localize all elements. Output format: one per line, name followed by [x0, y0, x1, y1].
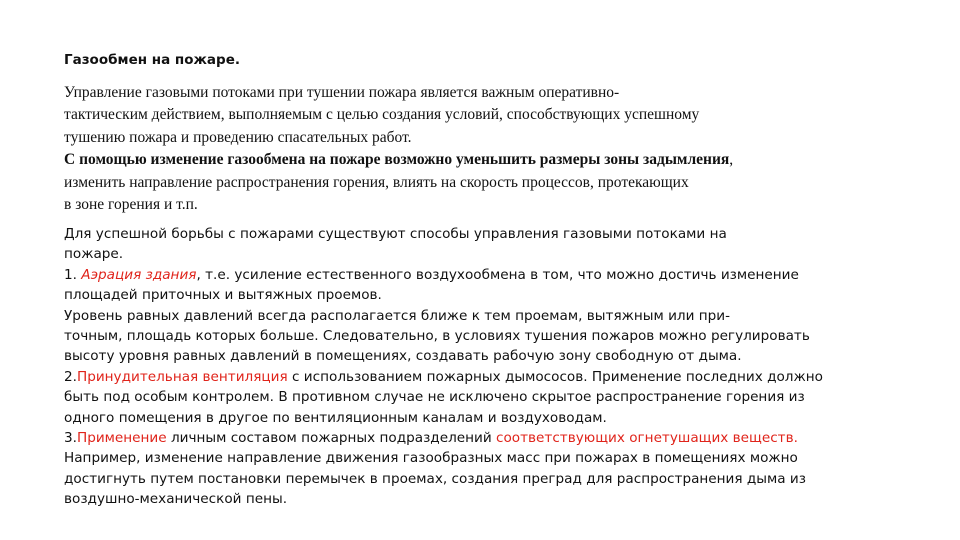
intro-line-3: тушению пожара и проведению спасательных работ. — [64, 128, 412, 146]
method-1-line-1 — [64, 265, 823, 285]
method-3-term-2: соответствующих огнетушащих веществ. — [496, 430, 798, 447]
methods-section — [64, 224, 823, 510]
method-2-number: 2. — [64, 368, 77, 385]
intro-line-6: в зоне горения и т.п. — [64, 196, 198, 214]
method-3-line-1 — [64, 428, 823, 448]
example-line-2: достигнуть путем постановки перемычек в проемах, создания преград для распространения дыма из — [64, 470, 806, 487]
method-2-text: с использованием пожарных дымососов. Применение последних должно — [287, 368, 823, 385]
method-1-text: , т.е. усиление естественного воздухообмена в том, что можно достичь изменение — [196, 266, 799, 283]
methods-intro-line-2: пожаре. — [64, 246, 124, 263]
slide-title: Газообмен на пожаре. — [64, 52, 240, 68]
example-line-1: Например, изменение направление движения газообразных масс при пожарах в помещениях можно — [64, 450, 798, 467]
intro-line-1: Управление газовыми потоками при тушении пожара является важным оперативно- — [64, 84, 620, 101]
method-1-line-2: площадей приточных и вытяжных проемов. — [64, 287, 382, 304]
pressure-line-2: точным, площадь которых больше. Следовательно, в условиях тушения пожаров можно регулировать — [64, 328, 810, 345]
bold-statement-line — [64, 149, 733, 171]
method-1-term: Аэрация здания — [81, 266, 197, 283]
bold-statement: С помощью изменение газообмена на пожаре возможно уменьшить размеры зоны задымления — [64, 151, 730, 169]
intro-paragraph — [64, 82, 733, 216]
method-1-number: 1. — [64, 266, 82, 283]
method-3-term: Применение — [76, 430, 167, 447]
intro-line-5: изменить направление распространения горения, влиять на скорость процессов, протекающих — [64, 173, 689, 191]
methods-intro-line-1: Для успешной борьбы с пожарами существуют способы управления газовыми потоками на — [64, 226, 727, 242]
pressure-line-1: Уровень равных давлений всегда располагается ближе к тем проемам, вытяжным или при- — [64, 307, 731, 324]
example-line-3: воздушно-механической пены. — [64, 491, 288, 508]
bold-statement-comma: , — [729, 151, 734, 169]
method-3-text: личным составом пожарных подразделений — [166, 430, 496, 447]
method-3-number: 3. — [64, 430, 77, 447]
method-2-line-1 — [64, 367, 823, 387]
method-2-term: Принудительная вентиляция — [76, 368, 288, 385]
pressure-line-3: высоту уровня равных давлений в помещениях, создавать рабочую зону свободную от дыма. — [64, 348, 742, 365]
intro-line-2: тактическим действием, выполняемым с целью создания условий, способствующих успешному — [64, 106, 700, 124]
method-2-line-2: быть под особым контролем. В противном случае не исключено скрытое распространение горения из — [64, 389, 805, 406]
method-2-line-3: одного помещения в другое по вентиляционным каналам и воздуховодам. — [64, 409, 607, 426]
